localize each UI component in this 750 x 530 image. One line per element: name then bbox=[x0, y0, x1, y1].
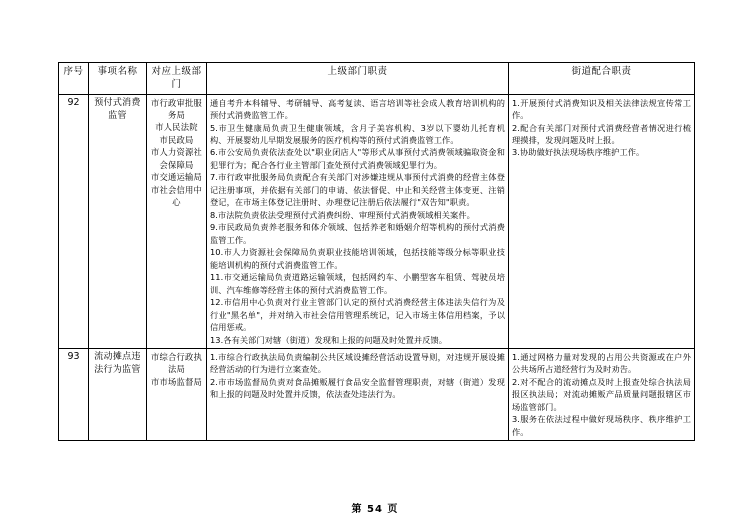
duty-paragraph: 2.市市场监督局负责对食品摊贩履行食品安全监督管理职责，对辖（街道）发现和上报的问题及时处置并反馈，依法查处违法行为。 bbox=[210, 376, 505, 400]
duty-paragraph: 10.市人力资源社会保障局负责职业技能培训领域，包括技能等级分标等职业技能培训机构的预付式消费监管工作。 bbox=[210, 247, 505, 270]
duty-paragraph: 5.市卫生健康局负责卫生健康领域，含月子美容机构、3岁以下婴幼儿托育机构、开展婴幼儿早期发展服务的医疗机构等的预付式消费监管工作。 bbox=[210, 122, 505, 145]
duty-paragraph: 3.服务在依法过程中做好现场秩序、秩序维护工作。 bbox=[512, 414, 691, 437]
table-row bbox=[59, 348, 695, 440]
row-street-duty bbox=[509, 94, 695, 348]
dept-line: 市人力资源社 bbox=[151, 147, 202, 158]
duty-paragraph: 2.配合有关部门对预付式消费经营者情况进行梳理摸排，发现问题及时上报。 bbox=[512, 122, 691, 145]
dept-line: 会保障局 bbox=[159, 159, 194, 170]
dept-line: 市行政审批服 bbox=[151, 97, 202, 108]
page-footer: 第 54 页 bbox=[351, 504, 399, 515]
row-item-name: 预付式消费监管 bbox=[89, 94, 147, 348]
dept-line: 法局 bbox=[168, 364, 185, 375]
header-item-name: 事项名称 bbox=[89, 63, 147, 95]
duty-paragraph: 8.市法院负责依法受理预付式消费纠纷、审理预付式消费领域相关案件。 bbox=[210, 209, 475, 220]
dept-line: 务局 bbox=[168, 110, 185, 121]
row-upper-dept bbox=[147, 94, 207, 348]
row-street-duty bbox=[509, 348, 695, 440]
dept-line-list bbox=[150, 351, 203, 388]
responsibility-table-wrapper bbox=[58, 62, 694, 441]
duty-paragraph: 2.对不配合的流动摊点及时上报查处综合执法局报区执法局；对流动摊贩产品质量问题报辖区市场监管部门。 bbox=[512, 376, 691, 412]
dept-line-list bbox=[150, 97, 203, 209]
dept-line: 心 bbox=[172, 197, 181, 208]
duty-paragraph: 1.市综合行政执法局负责编制公共区域设摊经营活动设置导则，对违规开展设摊经营活动的行为进行立案查处。 bbox=[210, 351, 505, 375]
header-index: 序号 bbox=[59, 63, 89, 95]
row-index: 92 bbox=[59, 94, 89, 348]
duty-paragraph: 6.市公安局负责依法查处以"职业闭店人"等形式从事预付式消费领域骗取资金和犯罪行为；配合各行业主管部门查处预付式消费领域犯罪行为。 bbox=[210, 147, 505, 170]
duty-paragraph: 11.市交通运输局负责道路运输领域，包括网约车、小鹏型客车租赁、驾驶员培训、汽车维修等经营主体的预付式消费监管工作。 bbox=[210, 272, 505, 295]
duty-paragraph: 12.市信用中心负责对行业主管部门认定的预付式消费经营主体违法失信行为及行业"黑名单"，并对纳入市社会信用管理系统记，记入市场主体信用档案，予以信用惩戒。 bbox=[210, 297, 505, 333]
duty-paragraph: 13.各有关部门对辖（街道）发现和上报的问题及时处置并反馈。 bbox=[210, 334, 448, 345]
table-header-row bbox=[59, 63, 695, 95]
row-item-name: 流动摊点违法行为监管 bbox=[89, 348, 147, 440]
row-upper-duty bbox=[207, 348, 509, 440]
table-row bbox=[59, 94, 695, 348]
responsibility-table bbox=[58, 62, 695, 441]
duty-paragraph: 9.市民政局负责养老服务和体介领域、包括养老和婚姻介绍等机构的预付式消费监管工作。 bbox=[210, 222, 505, 245]
duty-paragraph: 7.市行政审批服务局负责配合有关部门对涉嫌违规从事预付式消费的经营主体登记注册事项，并依据有关部门的申请、依法督促、中止和关经营主体变更、注销登记，在市场主体登记注册时、办理登记注册后依法履行"双告知"职责。 bbox=[210, 172, 505, 208]
dept-line: 市人民法院 bbox=[155, 122, 198, 133]
header-upper-dept: 对应上级部门 bbox=[147, 63, 207, 95]
dept-line: 市交通运输局 bbox=[151, 172, 202, 183]
duty-paragraph: 通自考升本科辅导、考研辅导、高考复读、语言培训等社会成人教育培训机构的预付式消费监管工作。 bbox=[210, 97, 505, 121]
duty-paragraph: 1.开展预付式消费知识及相关法律法规宣传常工作。 bbox=[512, 97, 691, 121]
dept-line: 市综合行政执 bbox=[151, 351, 202, 362]
duty-paragraph: 1.通过网格力量对发现的占用公共资源或在户外公共场所占道经营行为及时劝告。 bbox=[512, 351, 691, 375]
row-upper-dept bbox=[147, 348, 207, 440]
dept-line: 市市场监督局 bbox=[151, 376, 202, 387]
header-street-duty: 街道配合职责 bbox=[509, 63, 695, 95]
header-upper-duty: 上级部门职责 bbox=[207, 63, 509, 95]
dept-line: 市社会信用中 bbox=[151, 184, 202, 195]
row-index: 93 bbox=[59, 348, 89, 440]
dept-line: 市民政局 bbox=[159, 134, 194, 145]
duty-paragraph: 3.协助做好执法现场秩序维护工作。 bbox=[512, 147, 645, 158]
row-upper-duty bbox=[207, 94, 509, 348]
